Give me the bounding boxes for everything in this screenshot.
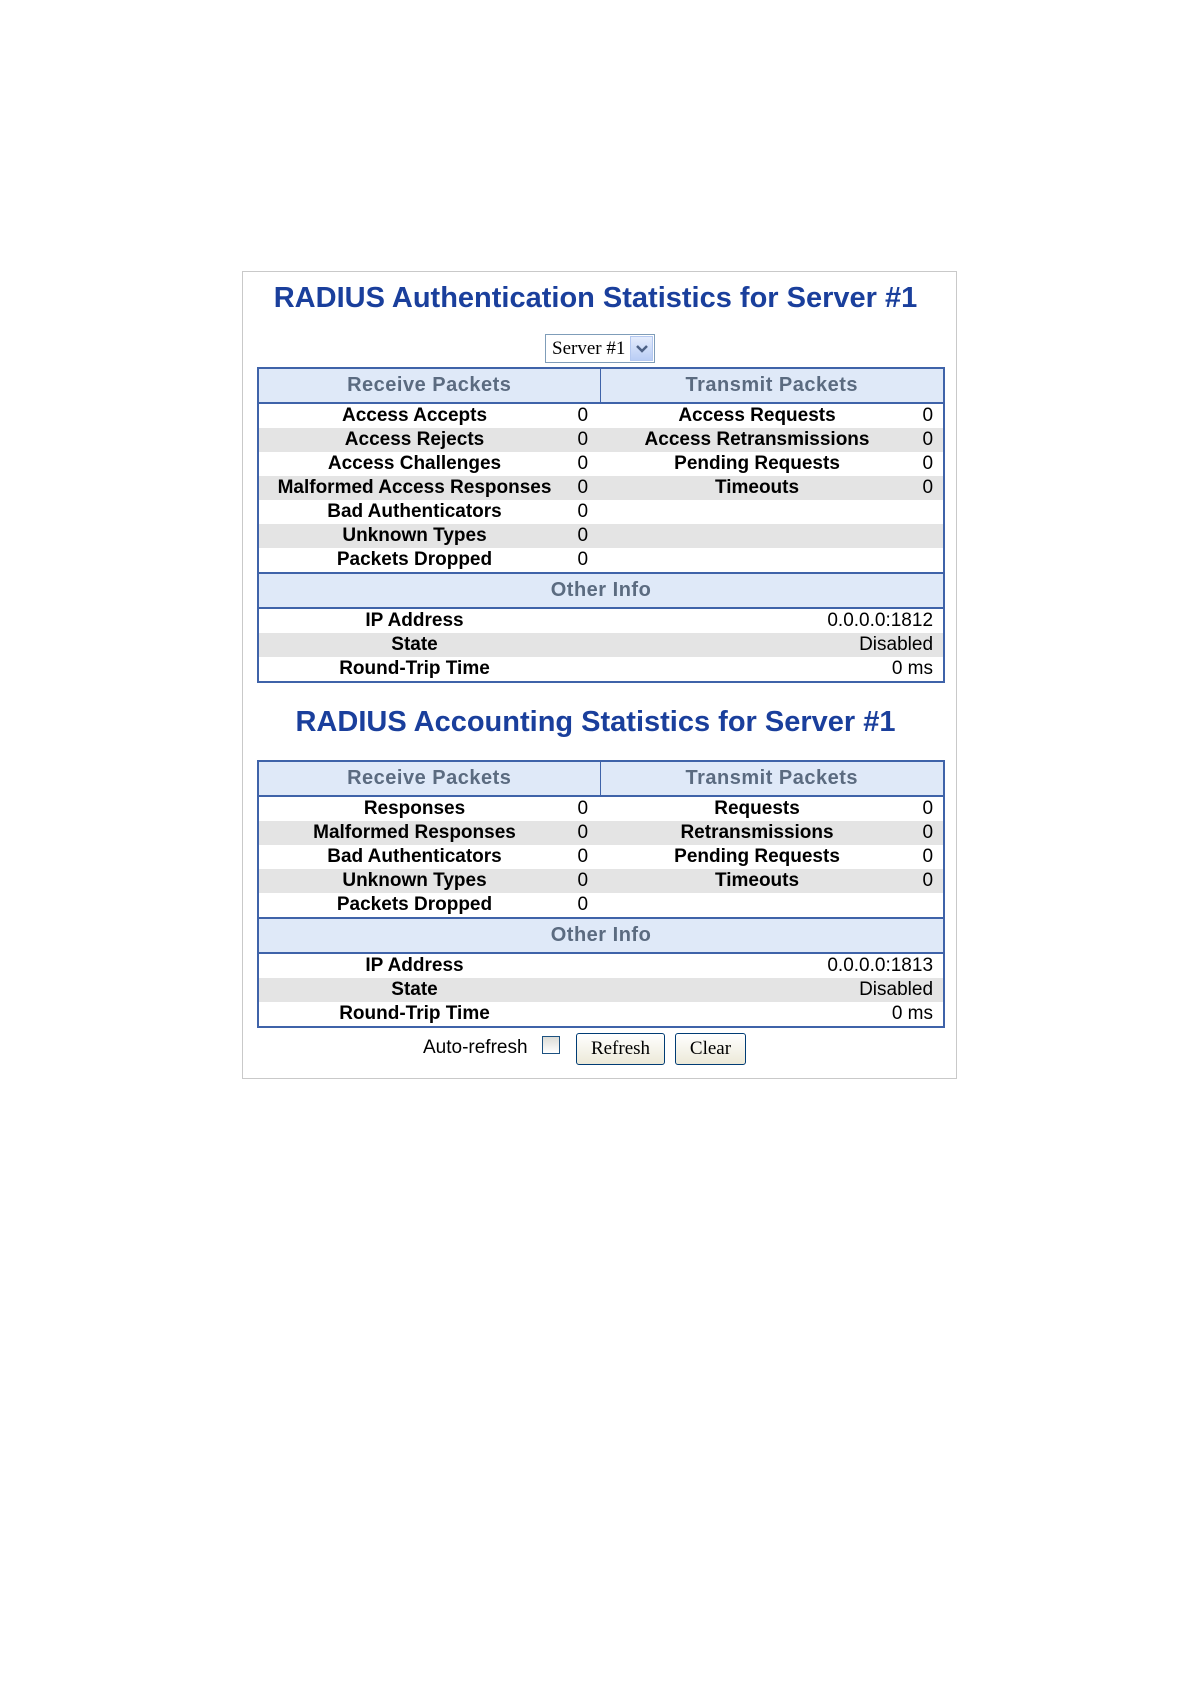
- select-dropdown-button[interactable]: [630, 336, 653, 361]
- rx-value: 0: [577, 501, 589, 522]
- tx-label: Timeouts: [600, 476, 914, 500]
- rx-value: 0: [577, 405, 589, 426]
- table-row: [258, 548, 944, 573]
- table-row: [258, 845, 944, 869]
- info-row: [258, 608, 944, 633]
- rx-label: Packets Dropped: [336, 549, 493, 570]
- server-select[interactable]: [545, 334, 655, 363]
- tx-label: [600, 893, 914, 918]
- tx-label: Requests: [714, 798, 800, 819]
- tx-label: Timeouts: [600, 869, 914, 893]
- tx-value: [914, 548, 944, 573]
- tx-label: Pending Requests: [674, 846, 840, 867]
- auth-other-info-header: Other Info: [258, 573, 944, 608]
- info-label: Round-Trip Time: [339, 658, 490, 679]
- tx-value: [914, 524, 944, 548]
- tx-label: Access Retransmissions: [600, 428, 914, 452]
- server-select-value: Server #1: [552, 338, 626, 359]
- rx-value: 0: [577, 453, 589, 474]
- acct-stats-table: [257, 760, 945, 1028]
- tx-value: 0: [914, 821, 944, 845]
- info-row: [258, 1002, 944, 1027]
- rx-label: Malformed Access Responses: [258, 476, 570, 500]
- rx-value: 0: [570, 821, 600, 845]
- tx-value: [914, 500, 944, 524]
- table-row: [258, 500, 944, 524]
- rx-value: 0: [577, 798, 589, 819]
- tx-value: 0: [922, 798, 934, 819]
- rx-label: Access Challenges: [327, 453, 502, 474]
- auth-page-title: RADIUS Authentication Statistics for Server #1: [273, 282, 918, 314]
- rx-label: Unknown Types: [258, 869, 570, 893]
- info-label: IP Address: [365, 610, 464, 631]
- auto-refresh-checkbox[interactable]: [542, 1036, 560, 1054]
- info-row: [258, 953, 944, 978]
- rx-value: 0: [577, 894, 589, 915]
- info-label: IP Address: [365, 955, 464, 976]
- rx-label: Unknown Types: [258, 524, 570, 548]
- tx-value: 0: [914, 428, 944, 452]
- info-label: Round-Trip Time: [339, 1003, 490, 1024]
- acct-other-info-header: Other Info: [258, 918, 944, 953]
- tx-value: 0: [914, 869, 944, 893]
- auto-refresh-label: Auto-refresh: [423, 1037, 528, 1058]
- table-row: [258, 428, 944, 452]
- refresh-button[interactable]: Refresh: [576, 1033, 665, 1065]
- rx-value: 0: [570, 869, 600, 893]
- info-row: [258, 633, 944, 657]
- table-row: [258, 869, 944, 893]
- rx-label: Responses: [363, 798, 466, 819]
- tx-label: [600, 500, 914, 524]
- info-row: [258, 657, 944, 682]
- rx-value: 0: [570, 476, 600, 500]
- table-row: [258, 893, 944, 918]
- tx-value: 0: [922, 846, 934, 867]
- rx-label: Packets Dropped: [336, 894, 493, 915]
- info-value: Disabled: [570, 633, 944, 657]
- tx-value: 0: [922, 453, 934, 474]
- auth-transmit-header: Transmit Packets: [600, 368, 944, 403]
- rx-label: Bad Authenticators: [327, 501, 502, 522]
- info-value: 0.0.0.0:1813: [827, 955, 934, 976]
- rx-label: Access Accepts: [341, 405, 488, 426]
- tx-value: 0: [922, 405, 934, 426]
- info-value: 0.0.0.0:1812: [827, 610, 934, 631]
- rx-label: Access Rejects: [258, 428, 570, 452]
- tx-label: [600, 548, 914, 573]
- tx-value: 0: [914, 476, 944, 500]
- auth-receive-header: Receive Packets: [258, 368, 600, 403]
- tx-value: [914, 893, 944, 918]
- acct-receive-header: Receive Packets: [258, 761, 600, 796]
- table-row: [258, 452, 944, 476]
- tx-label: Access Requests: [678, 405, 836, 426]
- table-row: [258, 524, 944, 548]
- rx-value: 0: [577, 549, 589, 570]
- table-row: [258, 403, 944, 428]
- table-row: [258, 476, 944, 500]
- info-value: Disabled: [570, 978, 944, 1002]
- info-label: State: [258, 633, 570, 657]
- chevron-down-icon: [636, 344, 648, 354]
- info-label: State: [258, 978, 570, 1002]
- rx-value: 0: [570, 428, 600, 452]
- info-value: 0 ms: [891, 1003, 934, 1024]
- table-row: [258, 821, 944, 845]
- rx-label: Malformed Responses: [258, 821, 570, 845]
- info-row: [258, 978, 944, 1002]
- auth-stats-table: [257, 367, 945, 683]
- rx-value: 0: [570, 524, 600, 548]
- acct-page-title: RADIUS Accounting Statistics for Server #1: [295, 706, 896, 738]
- info-value: 0 ms: [891, 658, 934, 679]
- rx-value: 0: [577, 846, 589, 867]
- tx-label: Pending Requests: [674, 453, 840, 474]
- clear-button[interactable]: Clear: [675, 1033, 746, 1065]
- tx-label: Retransmissions: [600, 821, 914, 845]
- table-row: [258, 796, 944, 821]
- tx-label: [600, 524, 914, 548]
- rx-label: Bad Authenticators: [327, 846, 502, 867]
- acct-transmit-header: Transmit Packets: [600, 761, 944, 796]
